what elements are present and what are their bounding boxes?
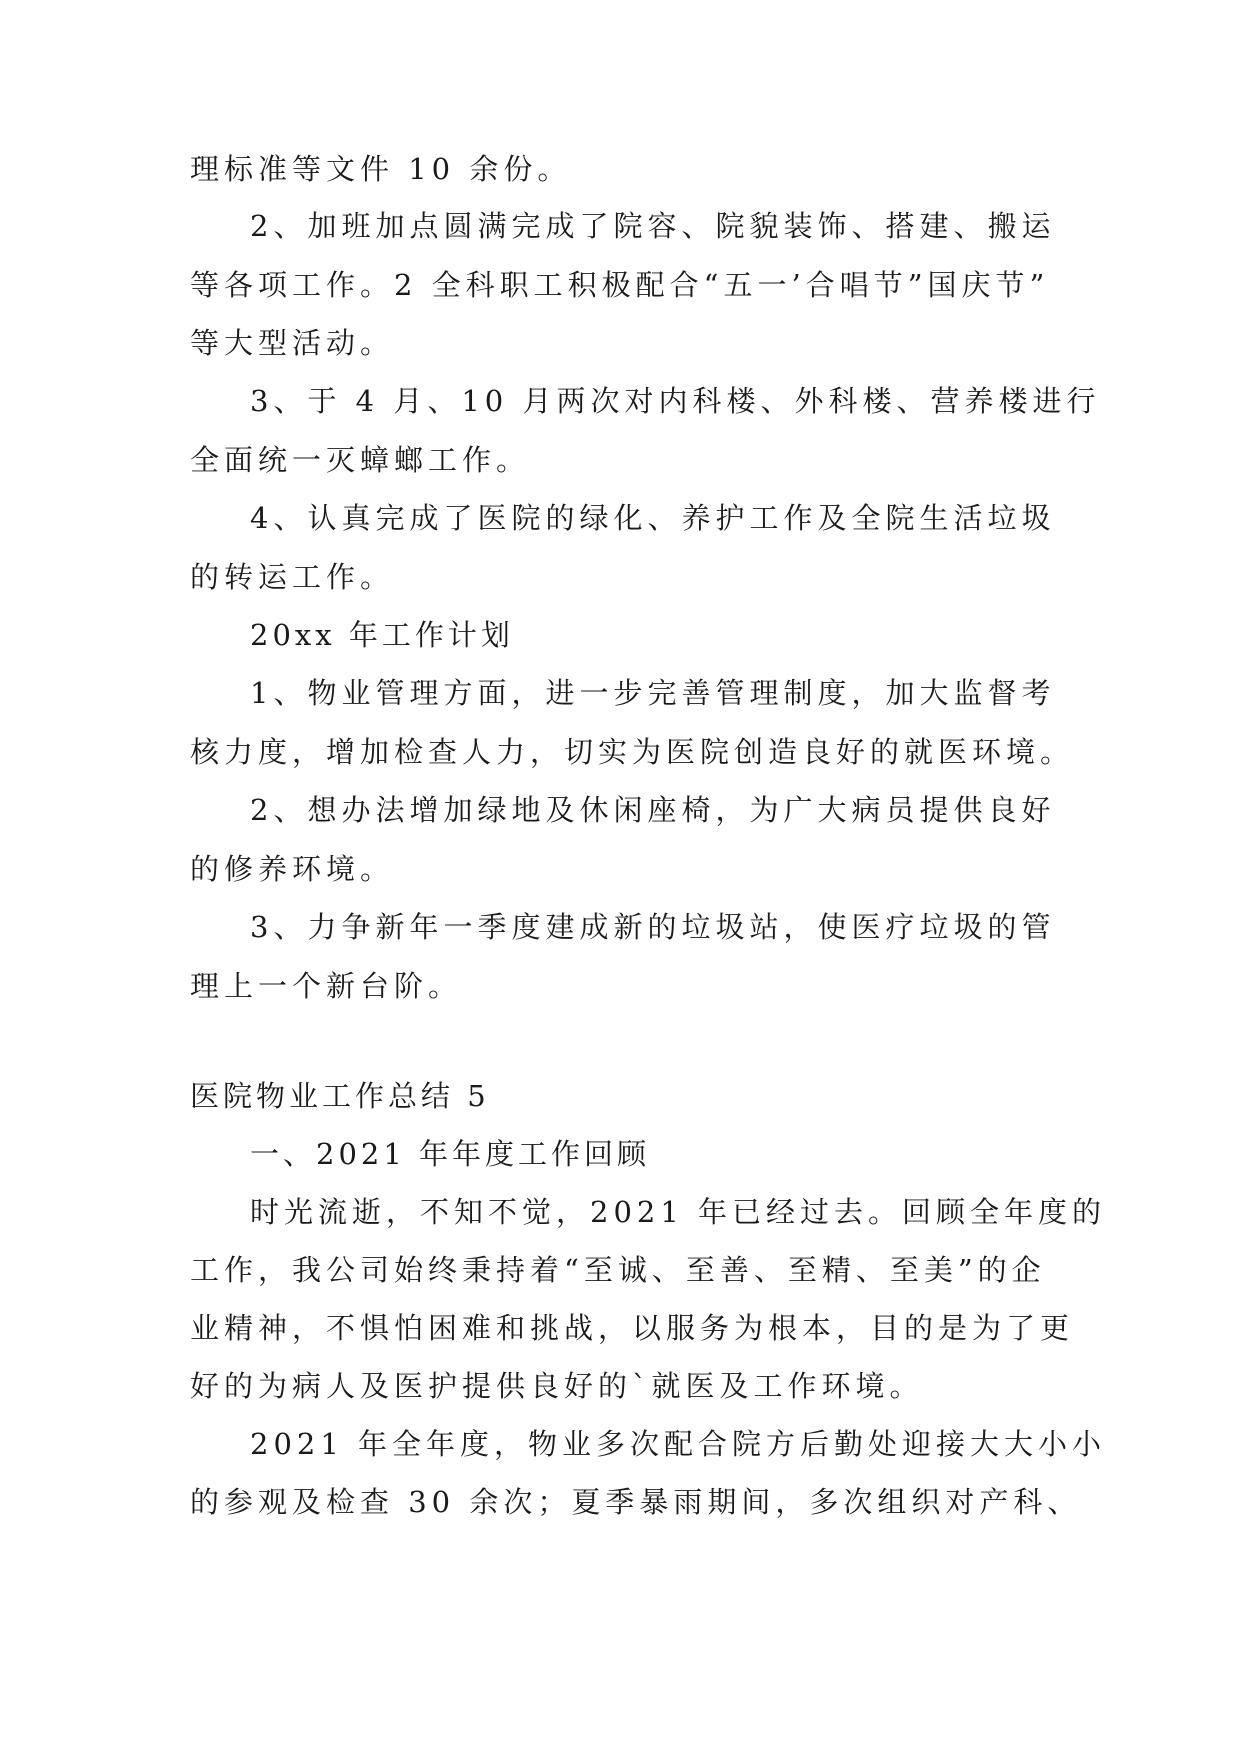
text-line: 的转运工作。 bbox=[190, 560, 395, 594]
section-heading: 20xx 年工作计划 bbox=[250, 618, 514, 652]
text-line: 等各项工作。2 全科职工积极配合“五一’合唱节”国庆节” bbox=[190, 268, 1050, 302]
text-line: 理标准等文件 10 余份。 bbox=[190, 152, 572, 186]
section-heading: 一、2021 年年度工作回顾 bbox=[250, 1137, 651, 1171]
text-line: 2021 年全年度，物业多次配合院方后勤处迎接大大小小 bbox=[250, 1427, 1107, 1461]
text-line: 工作，我公司始终秉持着“至诚、至善、至精、至美”的企 bbox=[190, 1253, 1046, 1287]
text-line: 时光流逝，不知不觉，2021 年已经过去。回顾全年度的 bbox=[250, 1195, 1107, 1229]
text-line: 1、物业管理方面，进一步完善管理制度，加大监督考 bbox=[250, 676, 1056, 710]
text-line: 全面统一灭蟑螂工作。 bbox=[190, 443, 531, 477]
text-line: 的修养环境。 bbox=[190, 852, 395, 886]
text-line: 2、想办法增加绿地及休闲座椅，为广大病员提供良好 bbox=[250, 793, 1056, 827]
text-line: 2、加班加点圆满完成了院容、院貌装饰、搭建、搬运 bbox=[250, 209, 1056, 243]
text-line: 好的为病人及医护提供良好的`就医及工作环境。 bbox=[190, 1369, 924, 1403]
text-line: 3、于 4 月、10 月两次对内科楼、外科楼、营养楼进行 bbox=[250, 384, 1101, 418]
text-line: 4、认真完成了医院的绿化、养护工作及全院生活垃圾 bbox=[250, 501, 1056, 535]
text-line: 等大型活动。 bbox=[190, 326, 395, 360]
text-line: 核力度，增加检查人力，切实为医院创造良好的就医环境。 bbox=[190, 735, 1075, 769]
text-line: 的参观及检查 30 余次；夏季暴雨期间，多次组织对产科、 bbox=[190, 1485, 1082, 1519]
text-line: 业精神，不惧怕困难和挑战，以服务为根本，目的是为了更 bbox=[190, 1311, 1075, 1345]
document-title: 医院物业工作总结 5 bbox=[190, 1079, 490, 1113]
text-line: 3、力争新年一季度建成新的垃圾站，使医疗垃圾的管 bbox=[250, 910, 1056, 944]
text-line: 理上一个新台阶。 bbox=[190, 969, 463, 1003]
